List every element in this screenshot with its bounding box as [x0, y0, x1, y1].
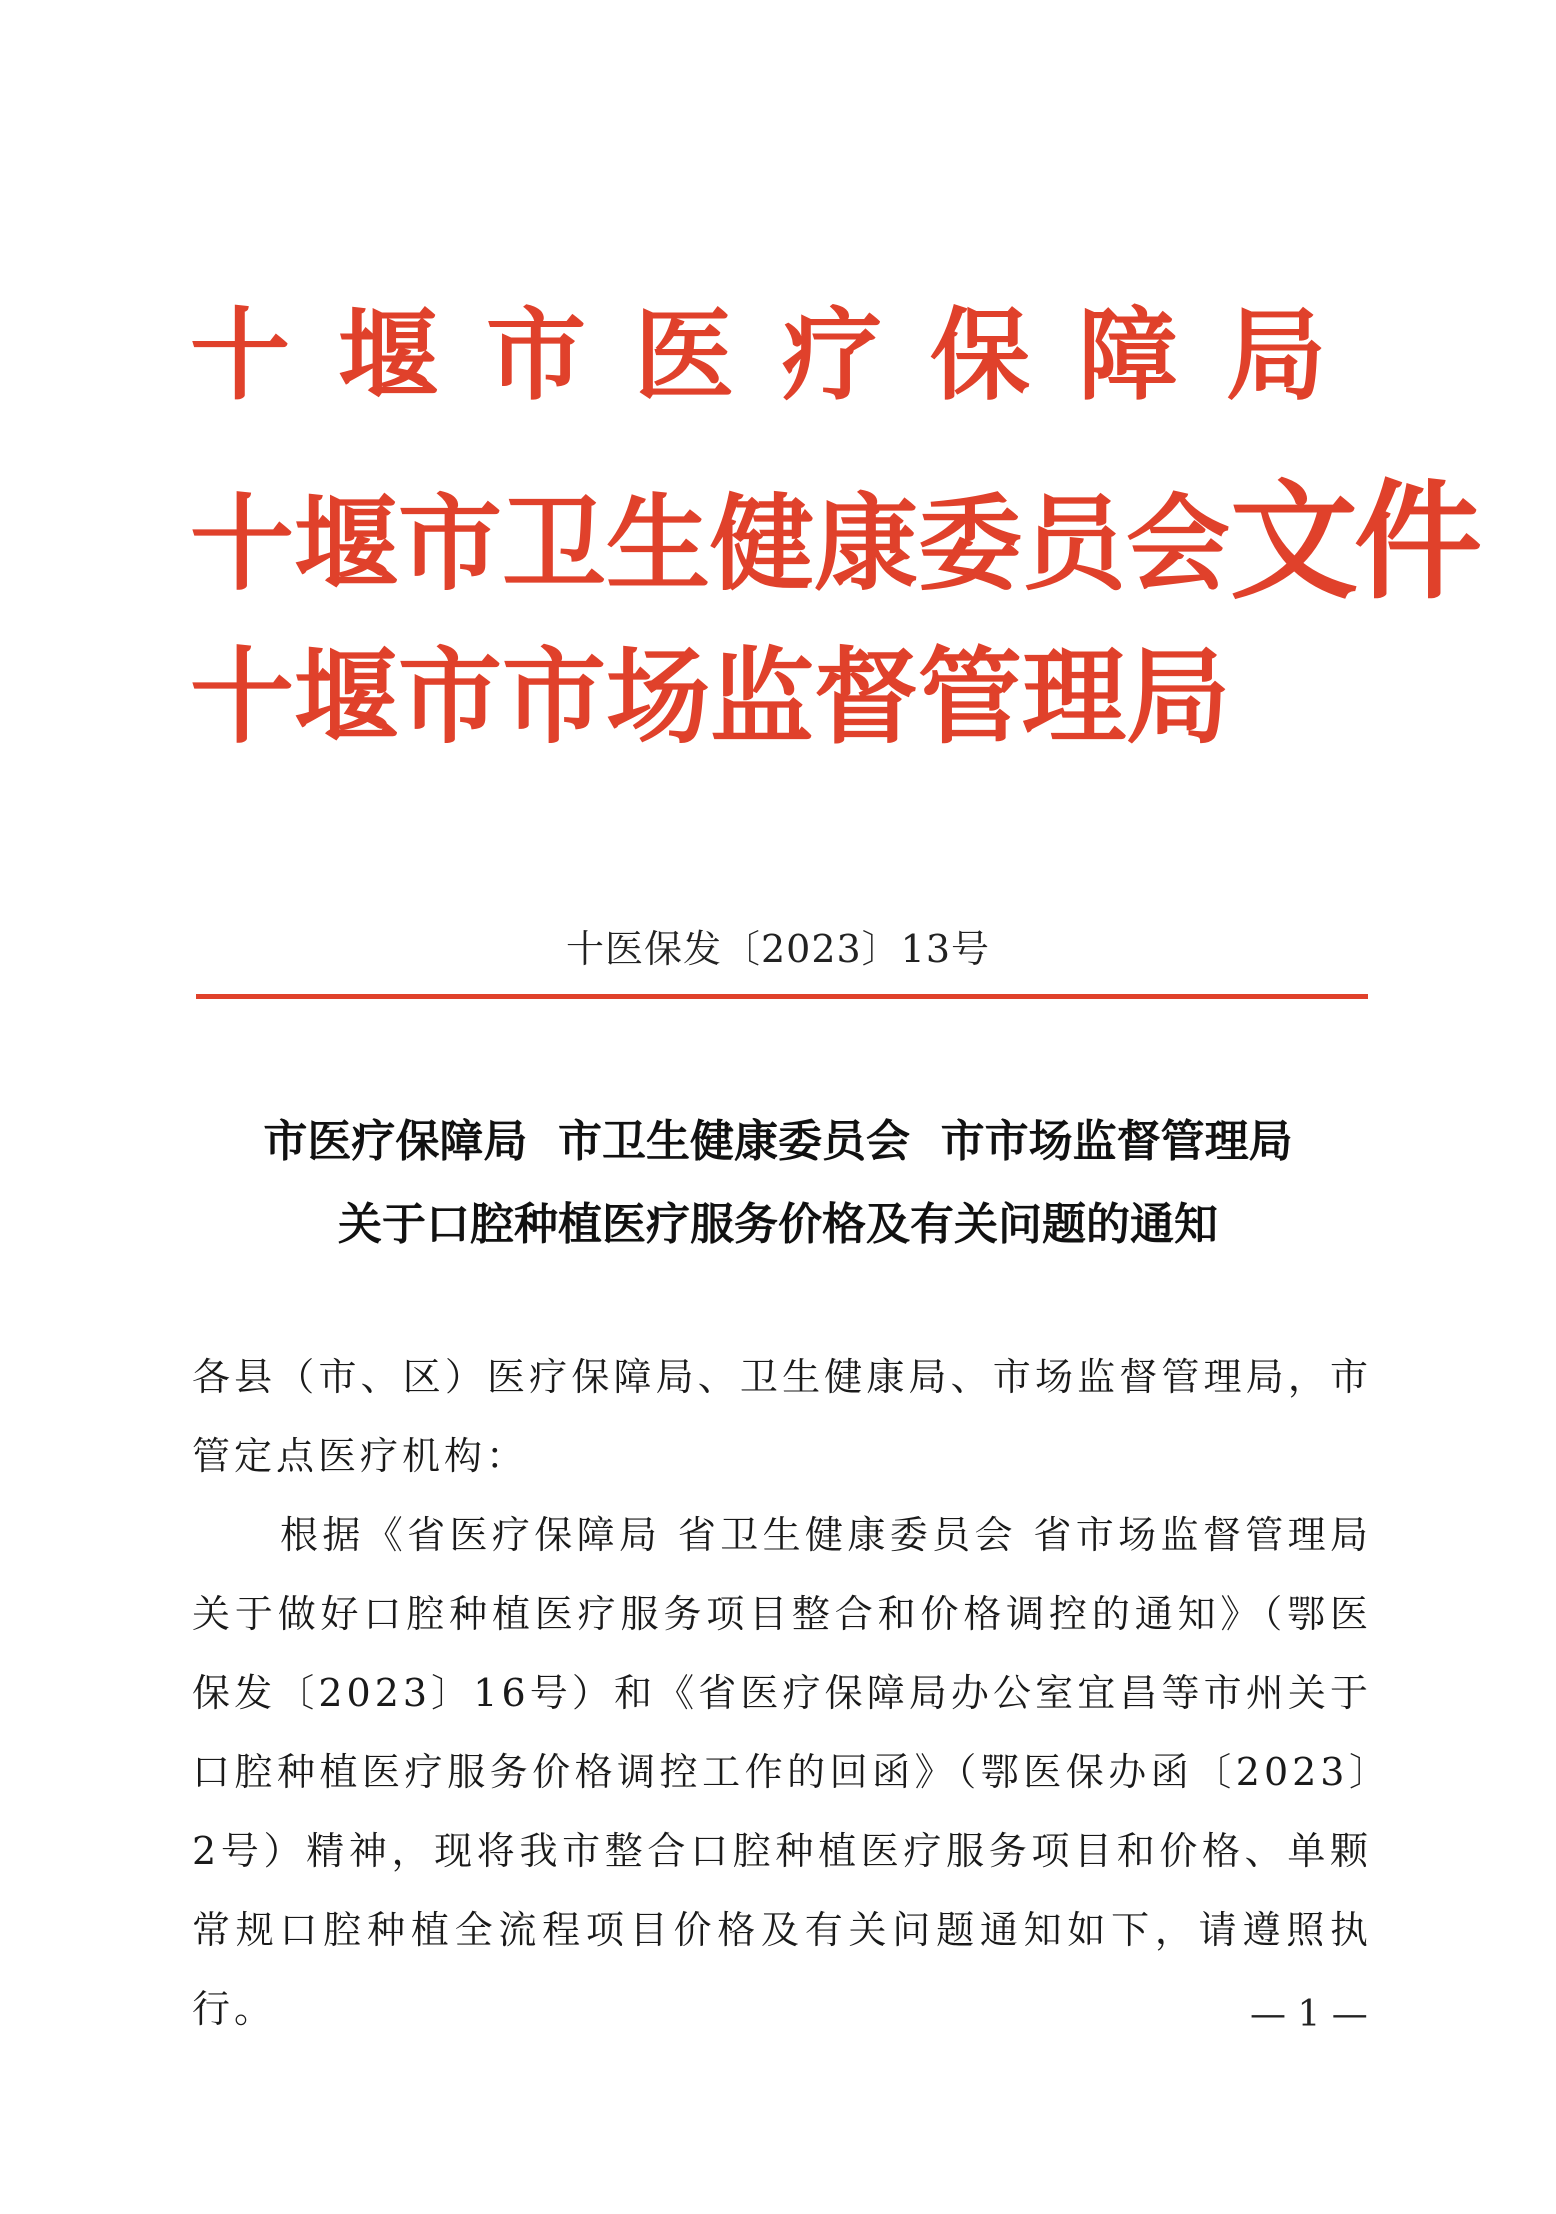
document-word: 文件: [1230, 467, 1479, 617]
health-commission-name: 十堰市卫生健康委员会: [190, 482, 1231, 605]
page-number: — 1 —: [1250, 1994, 1368, 2035]
notice-title-subject: 关于口腔种植医疗服务价格及有关问题的通知: [338, 1199, 1218, 1250]
salutation-text: 各县（市、区）医疗保障局、卫生健康局、市场监督管理局，市管定点医疗机构：: [192, 1355, 1372, 1478]
body-paragraph: [192, 1496, 1372, 2049]
body-paragraph-text: 根据《省医疗保障局 省卫生健康委员会 省市场监督管理局关于做好口腔种植医疗服务项目整合和价格调控的通知》（鄂医保发〔2023〕16号）和《省医疗保障局办公室宜昌等市州关于口腔种植医疗服务价格调控工作的回函》（鄂医保办函〔2023〕2号）精神，现将我市整合口腔种植医疗服务项目和价格、单颗常规口腔种植全流程项目价格及有关问题通知如下，请遵照执行。: [192, 1513, 1372, 2031]
issuing-agency-medical-security: 十堰市医疗保障局: [190, 296, 1374, 414]
document-number: 十医保发〔2023〕13号: [565, 927, 991, 971]
salutation: [192, 1338, 1372, 1496]
red-divider-line: [196, 994, 1368, 999]
issuing-agency-health-commission: [190, 467, 1479, 617]
issuing-agency-market-supervision: 十堰市市场监督管理局: [190, 635, 1231, 758]
notice-title-agencies: 市医疗保障局 市卫生健康委员会 市市场监督管理局: [263, 1116, 1293, 1167]
